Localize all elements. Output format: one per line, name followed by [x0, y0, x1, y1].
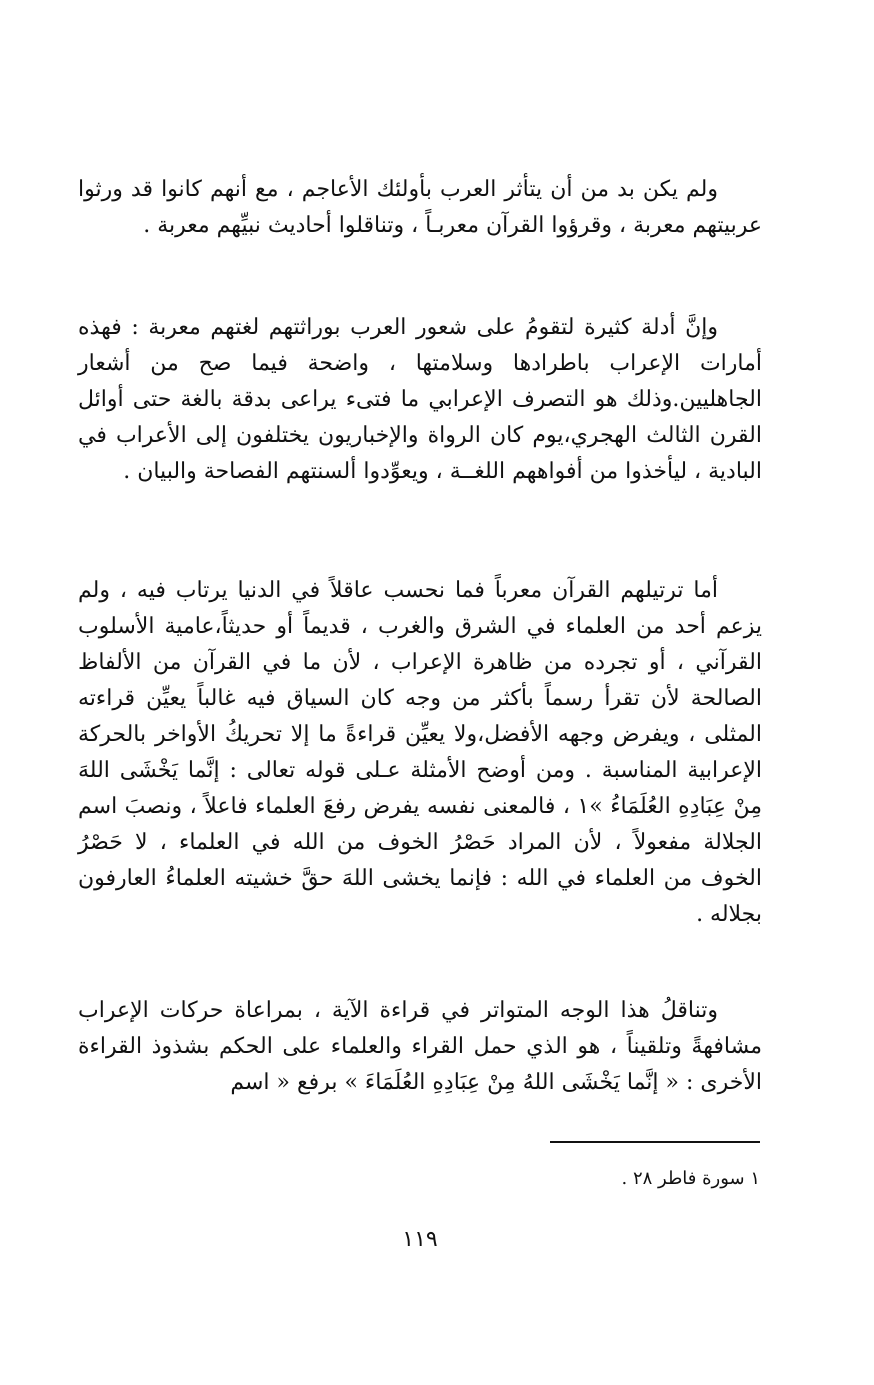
paragraph-text: ولم يكن بد من أن يتأثر العرب بأولئك الأعاجم ، مع أنهم كانوا قد ورثوا عربيتهم معربة ، وقرؤوا القرآن معربـاً ، وتناقلوا أحاديث نبيِّهم معربة . [78, 177, 762, 238]
paragraph-text: أما ترتيلهم القرآن معرباً فما نحسب عاقلاً في الدنيا يرتاب فيه ، ولم يزعم أحد من العلماء في الشرق والغرب ، قديماً أو حديثاً،عامية الأسلوب القرآني ، أو تجرده من ظاهرة الإعراب ، لأن ما في القرآن من الألفاظ الصالحة لأن تقرأ رسماً بأكثر من وجه كان السياق فيه غالباً يعيِّن قراءته المثلى ، ويفرض وجهه الأفضل،ولا يعيِّن قراءةً ما إلا تحريكُ الأواخر بالحركة الإعرابية المناسبة . ومن أوضح الأمثلة عـلى قوله تعالى : إنَّما يَخْشَى اللهَ مِنْ عِبَادِهِ العُلَمَاءُ »١ ، فالمعنى نفسه يفرض رفعَ العلماء فاعلاً ، ونصبَ اسم الجلالة مفعولاً ، لأن المراد حَصْرُ الخوف من الله في العلماء ، لا حَصْرُ الخوف من العلماء في الله : فإنما يخشى اللهَ حقَّ خشيته العلماءُ العارفون بجلاله . [78, 578, 762, 927]
paragraph-3 [78, 573, 762, 933]
footnote-divider [550, 1141, 760, 1143]
page-number: ١١٩ [402, 1227, 438, 1252]
paragraph-text: وتناقلُ هذا الوجه المتواتر في قراءة الآية ، بمراعاة حركات الإعراب مشافهةً وتلقيناً ، هو الذي حمل القراء والعلماء على الحكم بشذوذ القراءة الأخرى : « إنَّما يَخْشَى اللهُ مِنْ عِبَادِهِ العُلَمَاءَ » برفع « اسم [78, 998, 762, 1095]
footnote: ١ سورة فاطر ٢٨ . [621, 1168, 760, 1189]
paragraph-4 [78, 993, 762, 1101]
paragraph-text: وإنَّ أدلة كثيرة لتقومُ على شعور العرب بوراثتهم لغتهم معربة : فهذه أمارات الإعراب باطرادها وسلامتها ، واضحة فيما صح من أشعار الجاهليين.وذلك هو التصرف الإعرابي ما فتىء يراعى بدقة بالغة حتى أوائل القرن الثالث الهجري،يوم كان الرواة والإخباريون يختلفون إلى الأعراب في البادية ، ليأخذوا من أفواههم اللغــة ، ويعوِّدوا ألسنتهم الفصاحة والبيان . [78, 315, 762, 484]
paragraph-1 [78, 172, 762, 244]
paragraph-2 [78, 310, 762, 490]
